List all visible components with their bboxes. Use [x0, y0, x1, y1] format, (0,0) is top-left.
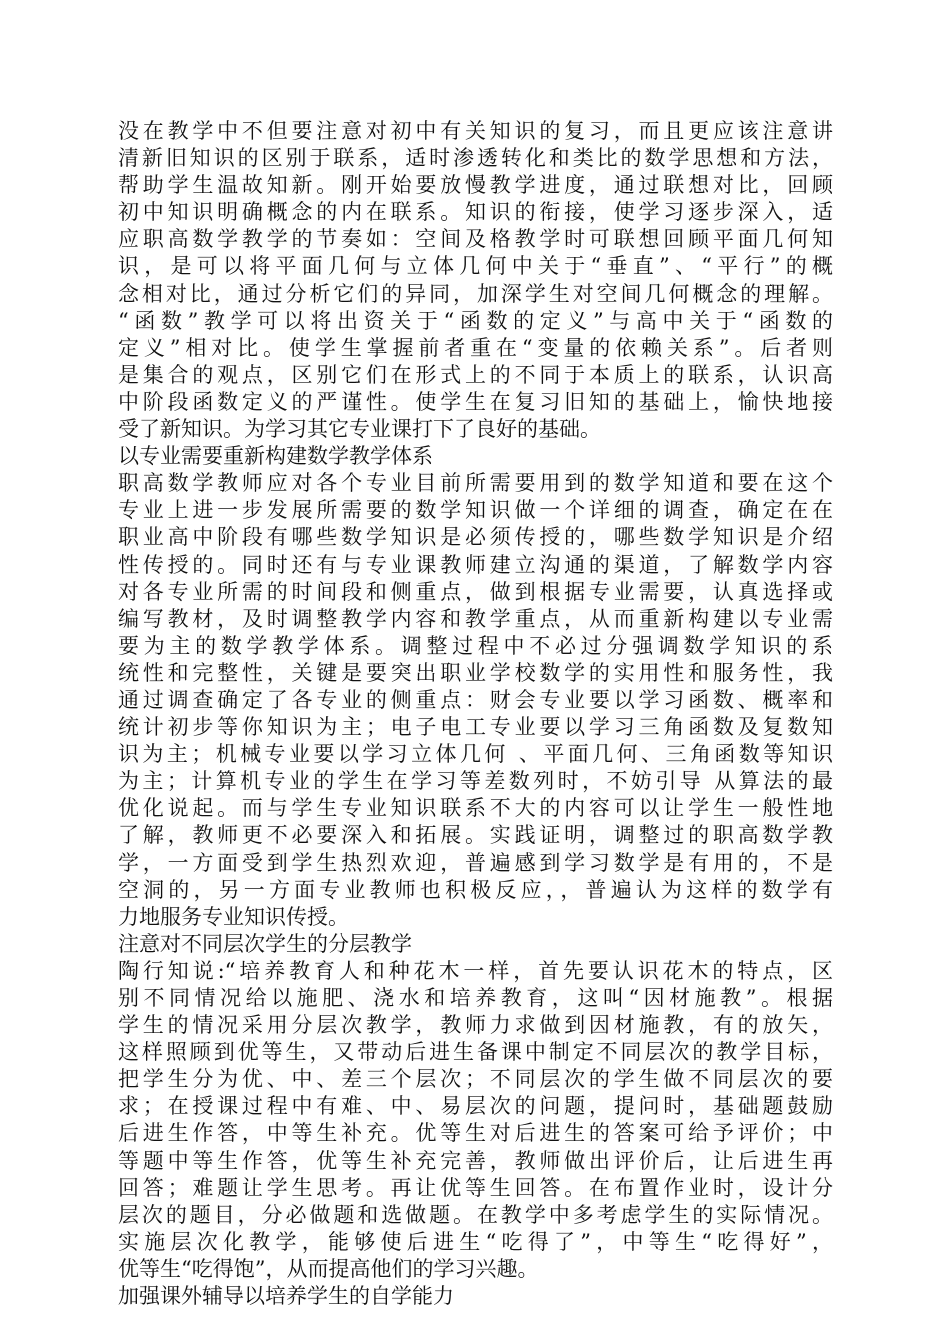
text-line: 别不同情况给以施肥、浇水和培养教育，这叫“因材施教”。根据 — [118, 986, 833, 1010]
text-line: 回答；难题让学生思考。再让优等生回答。在布置作业时，设计分 — [118, 1175, 833, 1200]
text-line: 帮助学生温故知新。刚开始要放慢教学进度，通过联想对比，回顾 — [118, 173, 833, 198]
text-line: 没在教学中不但要注意对初中有关知识的复习，而且更应该注意讲 — [118, 119, 833, 143]
text-line: 定义”相对比。使学生掌握前者重在“变量的依赖关系”。后者则 — [118, 335, 833, 360]
text-line: 了解，教师更不必要深入和拓展。实践证明，调整过的职高数学教 — [118, 823, 833, 848]
text-line: 实施层次化教学，能够使后进生“吃得了”，中等生“吃得好”， — [118, 1229, 833, 1254]
text-line: 中阶段函数定义的严谨性。使学生在复习旧知的基础上，愉快地接 — [118, 389, 833, 414]
text-line: 统计初步等你知识为主；电子电工专业要以学习三角函数及复数知 — [118, 715, 833, 740]
text-line: 受了新知识。为学习其它专业课打下了良好的基础。 — [118, 417, 601, 442]
text-line: 求；在授课过程中有难、中、易层次的问题，提问时，基础题鼓励 — [118, 1094, 833, 1119]
text-line: 清新旧知识的区别于联系，适时渗透转化和类比的数学思想和方法， — [118, 146, 833, 171]
text-line: 要为主的数学教学体系。调整过程中不必过分强调数学知识的系 — [118, 633, 833, 658]
text-line: 念相对比，通过分析它们的异同，加深学生对空间几何概念的理解。 — [118, 281, 833, 306]
text-line: 通过调查确定了各专业的侧重点：财会专业要以学习函数、概率和 — [118, 687, 833, 712]
text-line: 编写教材，及时调整教学内容和教学重点，从而重新构建以专业需 — [118, 606, 833, 631]
text-line: 识为主；机械专业要以学习立体几何 、平面几何、三角函数等知识 — [118, 742, 833, 767]
text-line: 优等生“吃得饱”，从而提高他们的学习兴趣。 — [118, 1256, 539, 1281]
text-line: 优化说起。而与学生专业知识联系不大的内容可以让学生一般性地 — [118, 796, 833, 821]
text-line: 陶行知说:“培养教育人和种花木一样，首先要认识花木的特点，区 — [118, 958, 833, 983]
section-heading: 加强课外辅导以培养学生的自学能力 — [118, 1284, 454, 1309]
text-line: 是集合的观点，区别它们在形式上的不同于本质上的联系，认识高 — [118, 362, 833, 387]
text-line: 学，一方面受到学生热烈欢迎，普遍感到学习数学是有用的，不是 — [118, 850, 833, 875]
text-line: 层次的题目，分必做题和选做题。在教学中多考虑学生的实际情况。 — [118, 1202, 833, 1227]
text-line: 把学生分为优、中、差三个层次；不同层次的学生做不同层次的要 — [118, 1067, 833, 1092]
text-line: 职业高中阶段有哪些数学知识是必须传授的，哪些数学知识是介绍 — [118, 525, 833, 550]
text-line: 应职高数学教学的节奏如：空间及格教学时可联想回顾平面几何知 — [118, 227, 833, 252]
text-line: 初中知识明确概念的内在联系。知识的衔接，使学习逐步深入，适 — [118, 200, 833, 225]
text-line: “函数”教学可以将出资关于“函数的定义”与高中关于“函数的 — [118, 308, 833, 333]
text-line: 后进生作答，中等生补充。优等生对后进生的答案可给予评价；中 — [118, 1121, 833, 1146]
text-line: 职高数学教师应对各个专业目前所需要用到的数学知道和要在这个 — [118, 471, 833, 496]
text-line: 性传授的。同时还有与专业课教师建立沟通的渠道，了解数学内容 — [118, 552, 833, 577]
text-line: 专业上进一步发展所需要的数学知识做一个详细的调查，确定在在 — [118, 498, 833, 523]
document-page — [118, 118, 833, 1310]
text-line: 这样照顾到优等生，又带动后进生备课中制定不同层次的教学目标， — [118, 1040, 833, 1065]
text-line: 空洞的，另一方面专业教师也积极反应，，普遍认为这样的数学有 — [118, 877, 833, 902]
text-line: 统性和完整性，关键是要突出职业学校数学的实用性和服务性，我 — [118, 660, 833, 685]
text-line: 对各专业所需的时间段和侧重点，做到根据专业需要，认真选择或 — [118, 579, 833, 604]
text-line: 力地服务专业知识传授。 — [118, 904, 349, 929]
text-line: 等题中等生作答，优等生补充完善，教师做出评价后，让后进生再 — [118, 1148, 833, 1173]
section-heading: 以专业需要重新构建数学教学体系 — [118, 444, 433, 469]
section-heading: 注意对不同层次学生的分层教学 — [118, 931, 412, 956]
text-line: 识，是可以将平面几何与立体几何中关于“垂直”、“平行”的概 — [118, 254, 833, 279]
text-line: 为主；计算机专业的学生在学习等差数列时，不妨引导 从算法的最 — [118, 769, 833, 794]
text-line: 学生的情况采用分层次教学，教师力求做到因材施教，有的放矢， — [118, 1013, 833, 1038]
